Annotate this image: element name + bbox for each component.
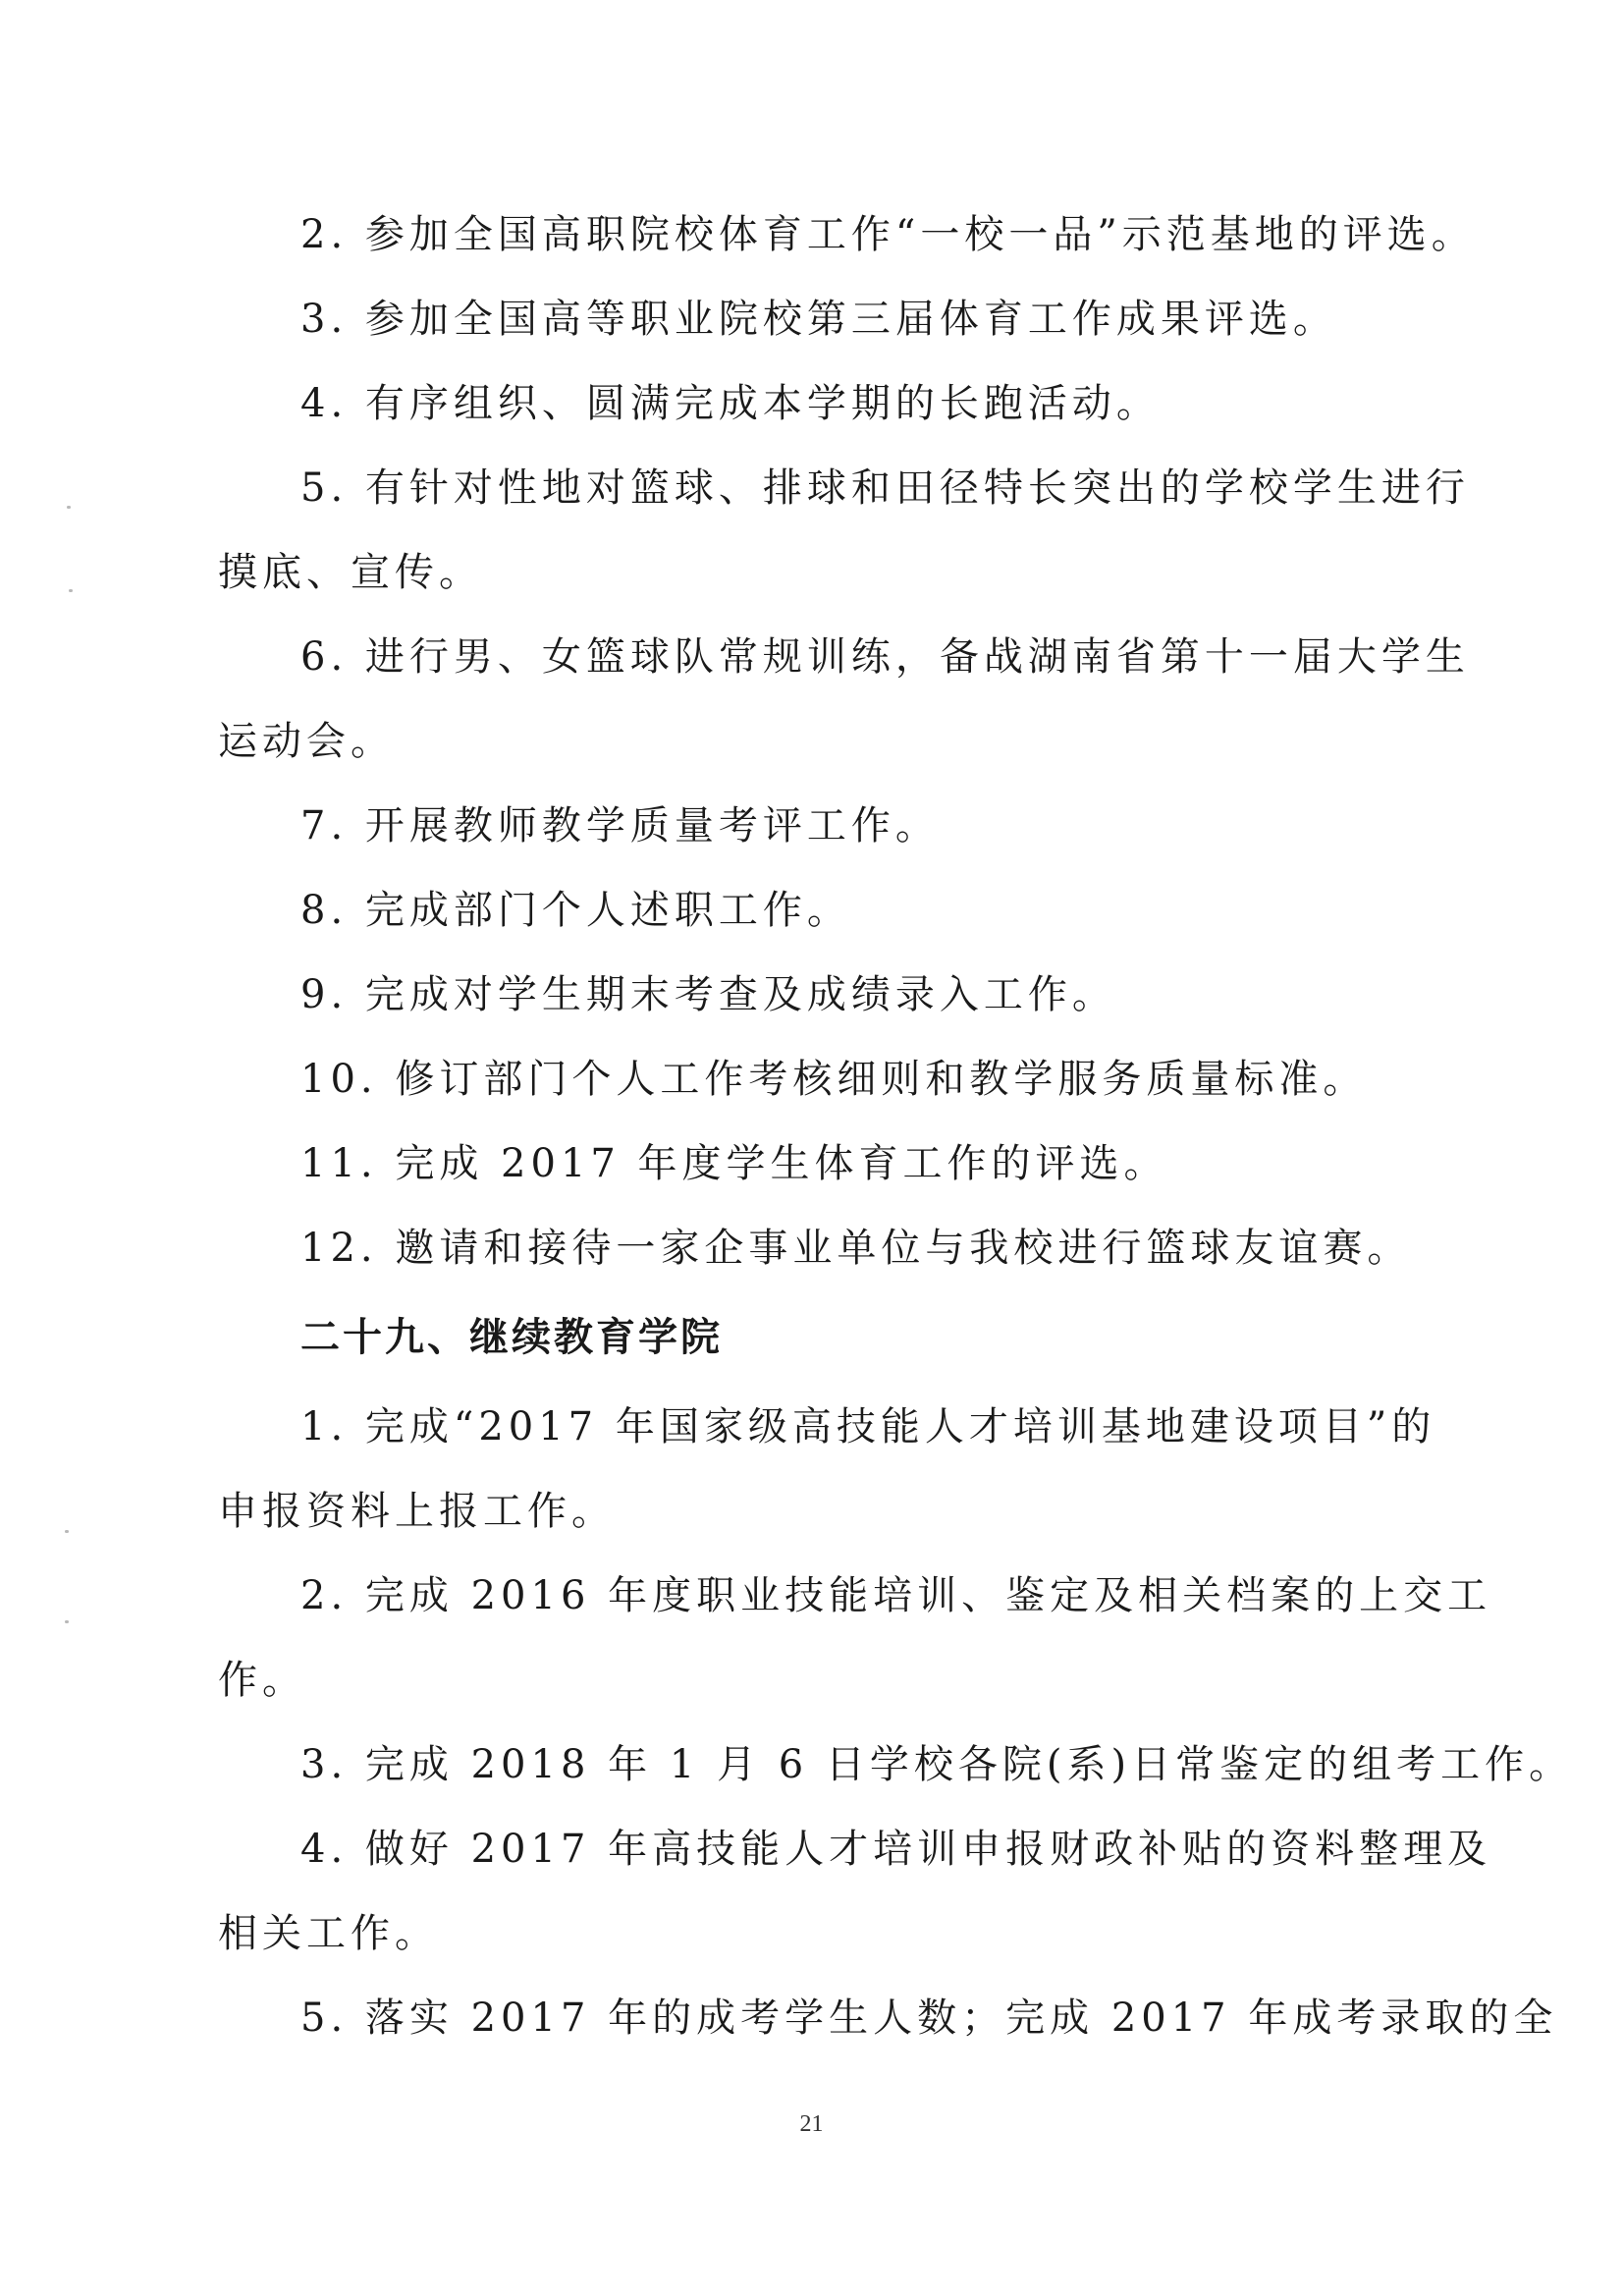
sports-dept-list: [218, 192, 1476, 1290]
list-item: [218, 1121, 1435, 1206]
section-heading: 二十九、继续教育学院: [300, 1315, 723, 1360]
scan-speck: [67, 506, 71, 509]
list-item: [218, 1722, 1574, 1807]
list-item: [218, 1385, 1435, 1554]
item-text: 9. 完成对学生期末考查及成绩录入工作。: [300, 972, 1116, 1017]
item-text-continuation: 作。: [218, 1658, 306, 1703]
item-text: 4. 有序组织、圆满完成本学期的长跑活动。: [300, 381, 1161, 426]
item-text: 2. 完成 2016 年度职业技能培训、鉴定及相关档案的上交工: [300, 1573, 1492, 1618]
list-item: [218, 192, 1476, 277]
list-item: [218, 1976, 1558, 2060]
list-item: [218, 1807, 1492, 1976]
item-text-continuation: 申报资料上报工作。: [218, 1489, 616, 1534]
list-item: [218, 784, 1435, 868]
page-number: 21: [799, 2111, 824, 2137]
item-text: 8. 完成部门个人述职工作。: [300, 888, 851, 933]
item-text-continuation: 运动会。: [218, 719, 395, 764]
item-text: 5. 有针对性地对篮球、排球和田径特长突出的学校学生进行: [300, 465, 1470, 511]
scan-speck: [65, 1530, 69, 1533]
list-item: [218, 953, 1435, 1037]
item-text: 5. 落实 2017 年的成考学生人数；完成 2017 年成考录取的全: [300, 1995, 1558, 2041]
list-item: [218, 868, 1435, 953]
list-item: [218, 1554, 1492, 1722]
document-body: [218, 192, 1574, 2060]
list-item: [218, 277, 1435, 361]
continuing-education-list: [218, 1385, 1574, 2060]
item-text: 3. 参加全国高等职业院校第三届体育工作成果评选。: [300, 297, 1337, 342]
item-text: 11. 完成 2017 年度学生体育工作的评选。: [300, 1141, 1168, 1186]
item-text: 12. 邀请和接待一家企事业单位与我校进行篮球友谊赛。: [300, 1226, 1412, 1271]
list-item: [218, 615, 1470, 784]
list-item: [218, 361, 1435, 446]
item-text: 2. 参加全国高职院校体育工作“一校一品”示范基地的评选。: [300, 212, 1476, 257]
item-text: 10. 修订部门个人工作考核细则和教学服务质量标准。: [300, 1057, 1368, 1102]
item-text: 3. 完成 2018 年 1 月 6 日学校各院(系)日常鉴定的组考工作。: [300, 1742, 1574, 1787]
scan-speck: [69, 589, 73, 592]
scan-speck: [65, 1620, 69, 1623]
list-item: [218, 446, 1470, 615]
item-text: 6. 进行男、女篮球队常规训练，备战湖南省第十一届大学生: [300, 634, 1470, 680]
item-text-continuation: 摸底、宣传。: [218, 550, 483, 595]
item-text: 7. 开展教师教学质量考评工作。: [300, 803, 940, 848]
list-item: [218, 1037, 1435, 1121]
item-text: 1. 完成“2017 年国家级高技能人才培训基地建设项目”的: [300, 1404, 1436, 1449]
item-text-continuation: 相关工作。: [218, 1911, 439, 1956]
list-item: [218, 1206, 1435, 1290]
item-text: 4. 做好 2017 年高技能人才培训申报财政补贴的资料整理及: [300, 1827, 1492, 1872]
